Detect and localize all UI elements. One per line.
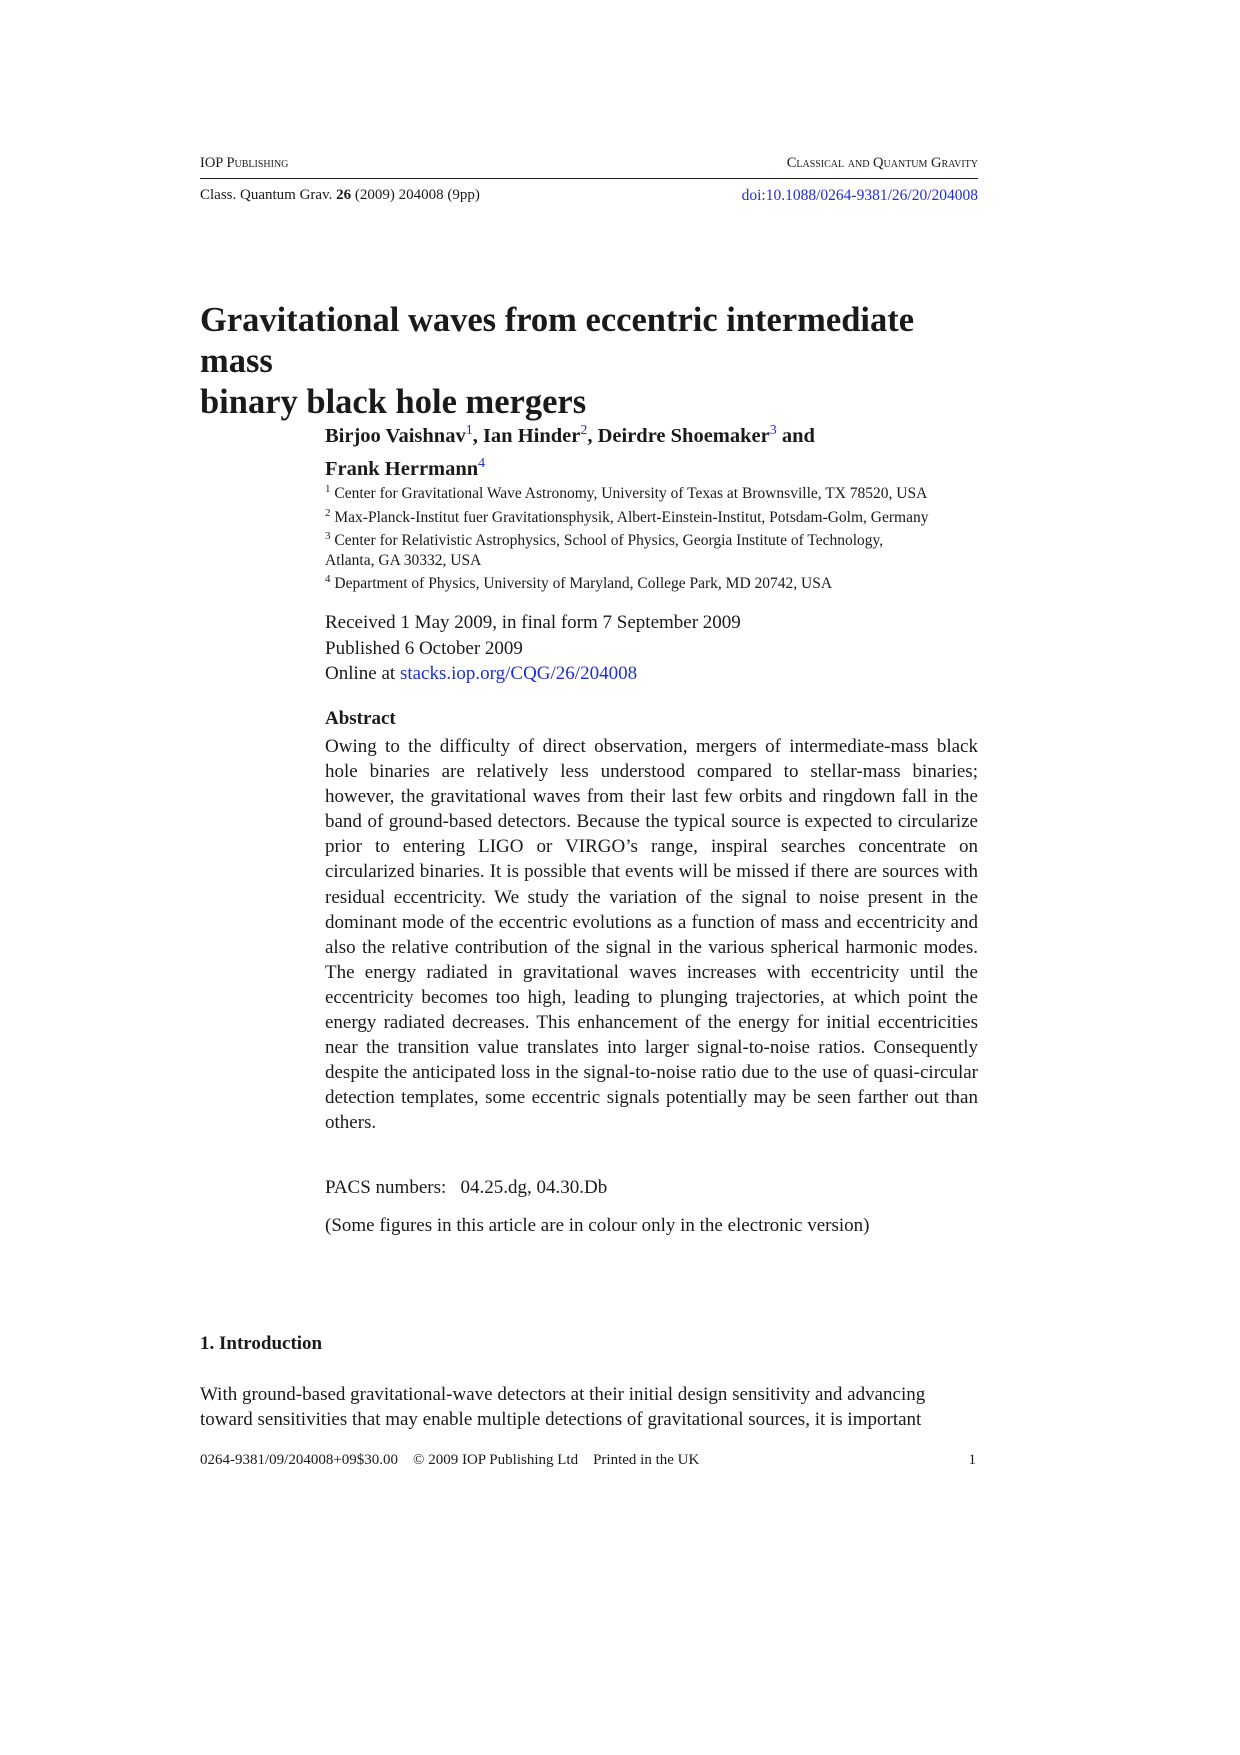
header-rule: [200, 178, 978, 179]
abstract-text: Owing to the difficulty of direct observation, mergers of intermediate-mass black hole binaries are relatively less understood compared to stellar-mass binaries; however, the gravitational waves from their last few orbits and ringdown fall in the band of ground-based detectors. Because the typical source is expected to circularize prior to entering LIGO or VIRGO’s range, inspiral searches concentrate on circularized binaries. It is possible that events will be missed if there are sources with residual eccentricity. We study the variation of the signal to noise present in the dominant mode of the eccentric evolutions as a function of mass and eccentricity and also the relative contribution of the signal in the various spherical harmonic modes. The energy radiated in gravitational waves increases with eccentricity until the eccentricity becomes too high, leading to plunging trajectories, at which point the energy radiated decreases. This enhancement of the energy for initial eccentricities near the transition value translates into larger signal-to-noise ratios. Consequently despite the anticipated loss in the signal-to-noise ratio due to the use of quasi-circular detection templates, some eccentric signals potentially may be seen farther out than others.: [325, 736, 978, 1134]
author-name: Ian Hinder: [482, 424, 581, 447]
affiliation-ref-link[interactable]: 1: [465, 423, 473, 438]
pacs-numbers: PACS numbers: 04.25.dg, 04.30.Db: [325, 1177, 608, 1198]
doi-link[interactable]: doi:10.1088/0264-9381/26/20/204008: [741, 187, 978, 204]
author-name: Deirdre Shoemaker: [597, 424, 770, 447]
affiliation-item: $^1$ Center for Gravitational Wave Astronomy, University of Texas at Brownsville, TX 78520, USA: [325, 483, 928, 503]
affiliation-ref-link[interactable]: 4: [478, 455, 486, 471]
colour-note: (Some figures in this article are in colour only in the electronic version): [325, 1215, 870, 1236]
page-footer: [200, 1452, 699, 1469]
printed-in: Printed in the UK: [593, 1452, 700, 1468]
intro-text: With ground-based gravitational-wave detectors at their initial design sensitivity and advancing toward sensitivities that may enable multiple detections of gravitational sources, it is important: [200, 1384, 926, 1430]
abstract-heading: Abstract: [325, 708, 396, 729]
affiliation-list: [325, 480, 980, 594]
online-link[interactable]: stacks.iop.org/CQG/26/204008: [399, 663, 638, 684]
issn-price: 0264-9381/09/204008+09$30.00: [200, 1452, 399, 1468]
affiliation-ref-link[interactable]: 3: [769, 423, 777, 438]
author-name: Frank Herrmann: [325, 457, 479, 480]
section-heading: 1. Introduction: [200, 1333, 323, 1354]
affiliation-item: $^2$ Max-Planck-Institut fuer Gravitationsphysik, Albert-Einstein-Institut, Potsdam-Golm, Germany: [325, 506, 929, 526]
page-number: 1: [968, 1452, 976, 1468]
affiliation-item: Atlanta, GA 30332, USA: [325, 551, 482, 569]
author-list: Birjoo Vaishnav$^1$, Ian Hinder$^2$, Deirdre Shoemaker$^3$ and Frank Herrmann$^4$: [325, 423, 815, 480]
author-name: Birjoo Vaishnav: [325, 424, 466, 447]
citation: Class. Quantum Grav. 26 (2009) 204008 (9pp): [200, 187, 480, 203]
paper-title: Gravitational waves from eccentric intermediate mass binary black hole mergers: [200, 301, 915, 421]
affiliation-item: $^4$ Department of Physics, University of Maryland, College Park, MD 20742, USA: [325, 573, 833, 593]
affiliation-ref-link[interactable]: 2: [580, 423, 588, 438]
publication-dates: Received 1 May 2009, in final form 7 September 2009 Published 6 October 2009 Online at stacks.iop.org/CQG/26/204008: [325, 612, 741, 684]
journal-name: Classical and Quantum Gravity: [786, 155, 978, 171]
copyright: © 2009 IOP Publishing Ltd: [413, 1452, 579, 1468]
publisher-name: IOP Publishing: [200, 155, 289, 171]
affiliation-item: $^3$ Center for Relativistic Astrophysics, School of Physics, Georgia Institute of Technology,: [325, 530, 884, 550]
